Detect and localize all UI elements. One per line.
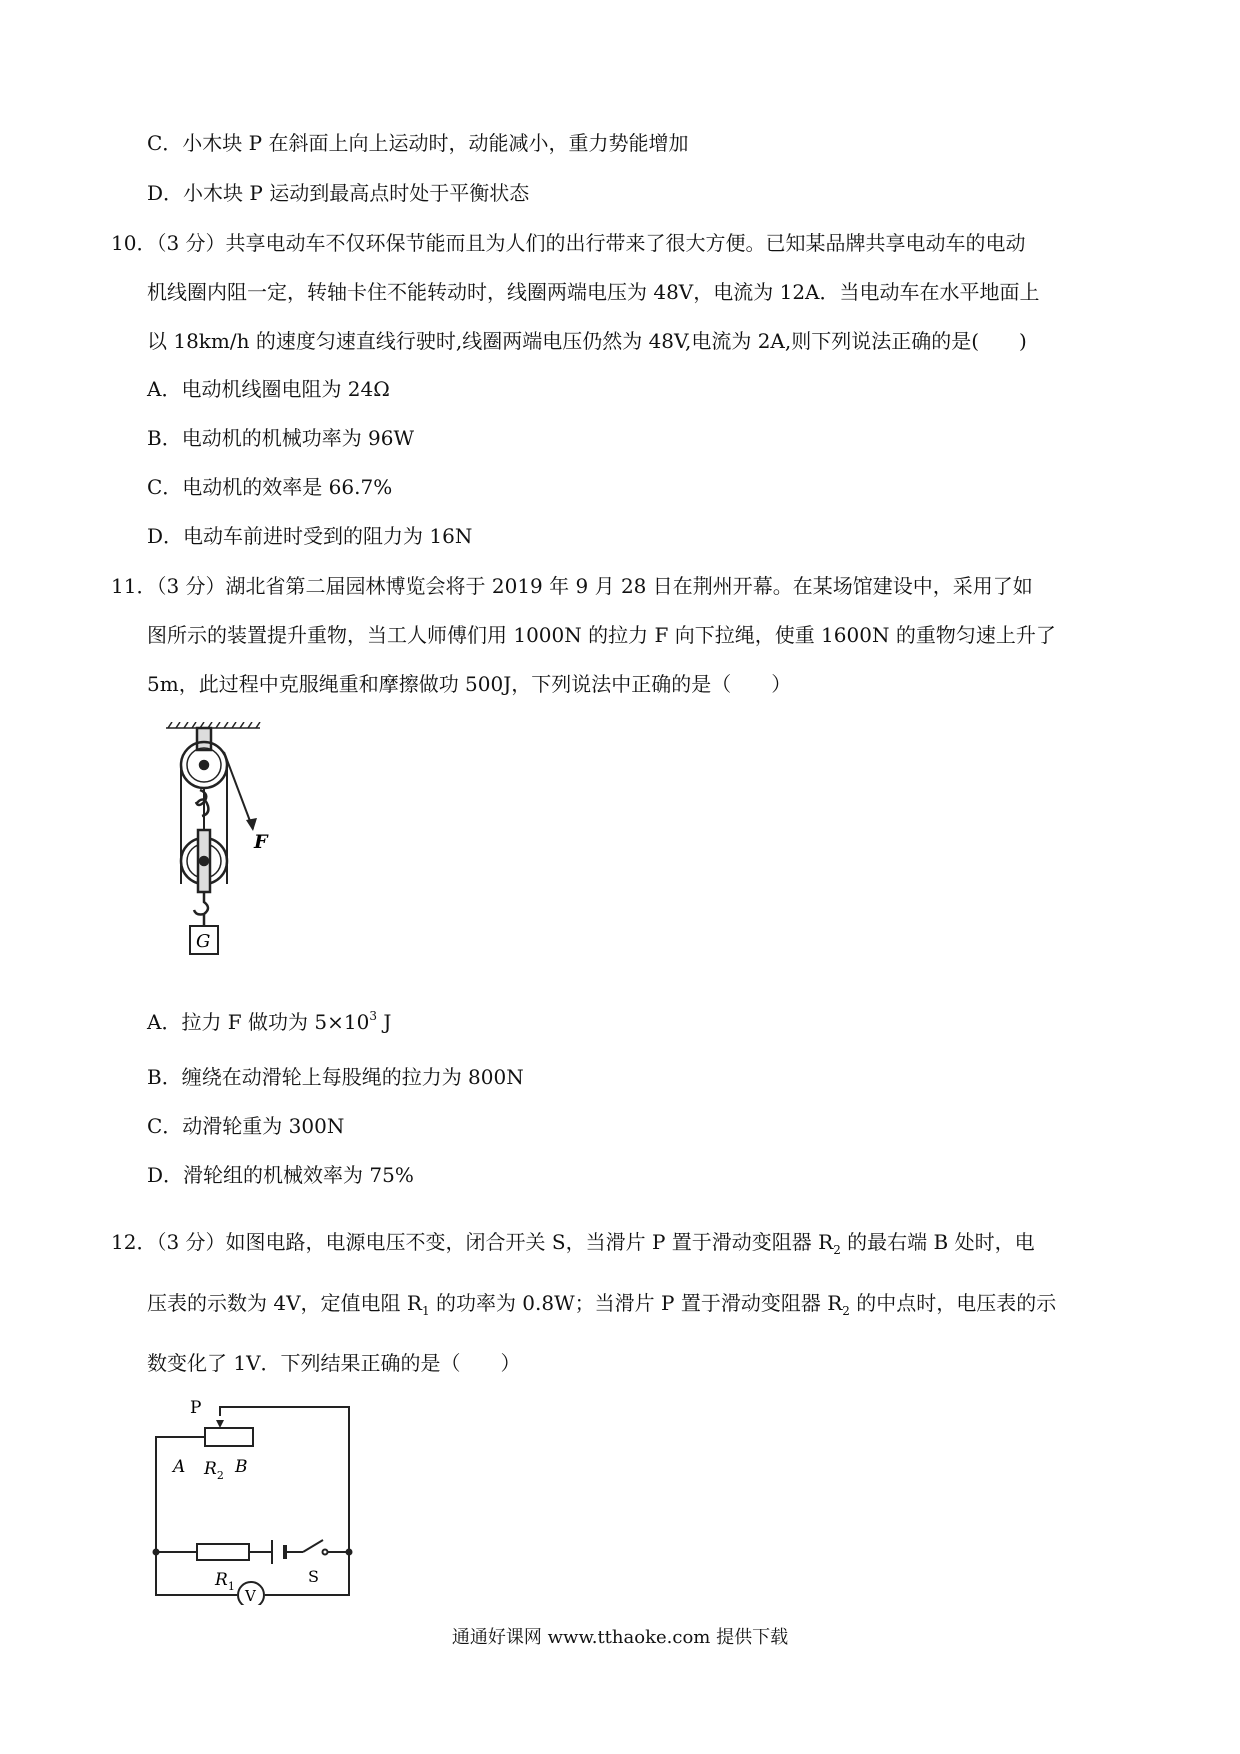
q11-stem-line1: 11．（3 分）湖北省第二届园林博览会将于 2019 年 9 月 28 日在荆州开幕。在某场馆建设中，采用了如: [111, 574, 1033, 598]
junction-right: [346, 1549, 353, 1556]
junction-left: [153, 1549, 160, 1556]
q11-option-b: B．缠绕在动滑轮上每股绳的拉力为 800N: [147, 1065, 524, 1089]
q12-line2-text-b: 的功率为 0.8W；当滑片 P 置于滑动变阻器 R: [429, 1291, 843, 1315]
q12-line2-subscript-2: 2: [842, 1304, 850, 1318]
q12-stem-line1: [111, 1229, 1035, 1258]
circuit-diagram: [145, 1390, 365, 1605]
ropes: [181, 752, 253, 884]
q11-option-a-unit: J: [376, 1010, 392, 1034]
resistor-r1: [197, 1544, 249, 1560]
q11-stem-line2: 图所示的装置提升重物，当工人师傅们用 1000N 的拉力 F 向下拉绳，使重 1600N 的重物匀速上升了: [147, 623, 1056, 647]
r2-label-main: R: [204, 1459, 217, 1479]
q10-stem-line1: 10．（3 分）共享电动车不仅环保节能而且为人们的出行带来了很大方便。已知某品牌共享电动车的电动: [111, 231, 1026, 255]
q11-stem-line3: 5m，此过程中克服绳重和摩擦做功 500J，下列说法中正确的是（ ）: [147, 672, 792, 696]
pulley-figure: [160, 722, 270, 984]
battery: [272, 1540, 285, 1564]
q12-line1-text-b: 的最右端 B 处时，电: [840, 1230, 1035, 1254]
voltmeter-label: V: [245, 1587, 256, 1605]
force-label: F: [254, 831, 268, 853]
end-label-a: A: [173, 1457, 186, 1477]
q12-line1-subscript: 2: [833, 1243, 841, 1257]
switch-label: S: [308, 1567, 319, 1586]
r2-label-sub: 2: [216, 1469, 224, 1482]
q11-option-c: C．动滑轮重为 300N: [147, 1114, 345, 1138]
q11-option-a-exponent: 3: [369, 1009, 377, 1023]
end-label-b: B: [235, 1457, 248, 1477]
r1-label-main: R: [215, 1570, 228, 1590]
weight-label: G: [196, 931, 211, 952]
q10-option-c: C．电动机的效率是 66.7%: [147, 475, 393, 499]
q11-option-d: D．滑轮组的机械效率为 75%: [147, 1163, 414, 1187]
q11-option-a: [147, 1009, 391, 1038]
q12-line2-subscript-1: 1: [421, 1304, 430, 1318]
q11-option-a-text: A．拉力 F 做功为 5×10: [147, 1010, 370, 1034]
force-arrowhead: [246, 818, 257, 831]
r1-label-sub: 1: [227, 1580, 235, 1593]
q10-stem-line2: 机线圈内阻一定，转轴卡住不能转动时，线圈两端电压为 48V，电流为 12A．当电动车在水平地面上: [147, 280, 1040, 304]
rheostat-r2: [205, 1428, 253, 1446]
r2-label: [203, 1459, 224, 1482]
slider-label-p: P: [190, 1398, 202, 1418]
r1-label: [214, 1570, 235, 1593]
switch-s: [303, 1540, 328, 1555]
q10-option-d: D．电动车前进时受到的阻力为 16N: [147, 524, 473, 548]
slider-arrow: [216, 1420, 224, 1428]
q10-option-a: A．电动机线圈电阻为 24Ω: [147, 377, 390, 401]
q12-line1-text-a: 12．（3 分）如图电路，电源电压不变，闭合开关 S，当滑片 P 置于滑动变阻器 R: [111, 1230, 834, 1254]
q10-stem-line3: 以 18km/h 的速度匀速直线行驶时,线圈两端电压仍然为 48V,电流为 2A,则下列说法正确的是( ): [147, 329, 1027, 353]
q12-stem-line3: 数变化了 1V．下列结果正确的是（ ）: [147, 1351, 521, 1375]
q10-option-b: B．电动机的机械功率为 96W: [147, 426, 415, 450]
q12-line2-text-c: 的中点时，电压表的示: [849, 1291, 1057, 1315]
q12-line2-text-a: 压表的示数为 4V，定值电阻 R: [147, 1291, 422, 1315]
q9-option-d: D．小木块 P 运动到最高点时处于平衡状态: [147, 181, 530, 205]
q12-stem-line2: [147, 1290, 1056, 1319]
q9-option-c: C．小木块 P 在斜面上向上运动时，动能减小，重力势能增加: [147, 131, 689, 155]
page-footer: 通通好课网 www.tthaoke.com 提供下载: [451, 1627, 789, 1648]
ceiling-hatch: [166, 722, 260, 728]
